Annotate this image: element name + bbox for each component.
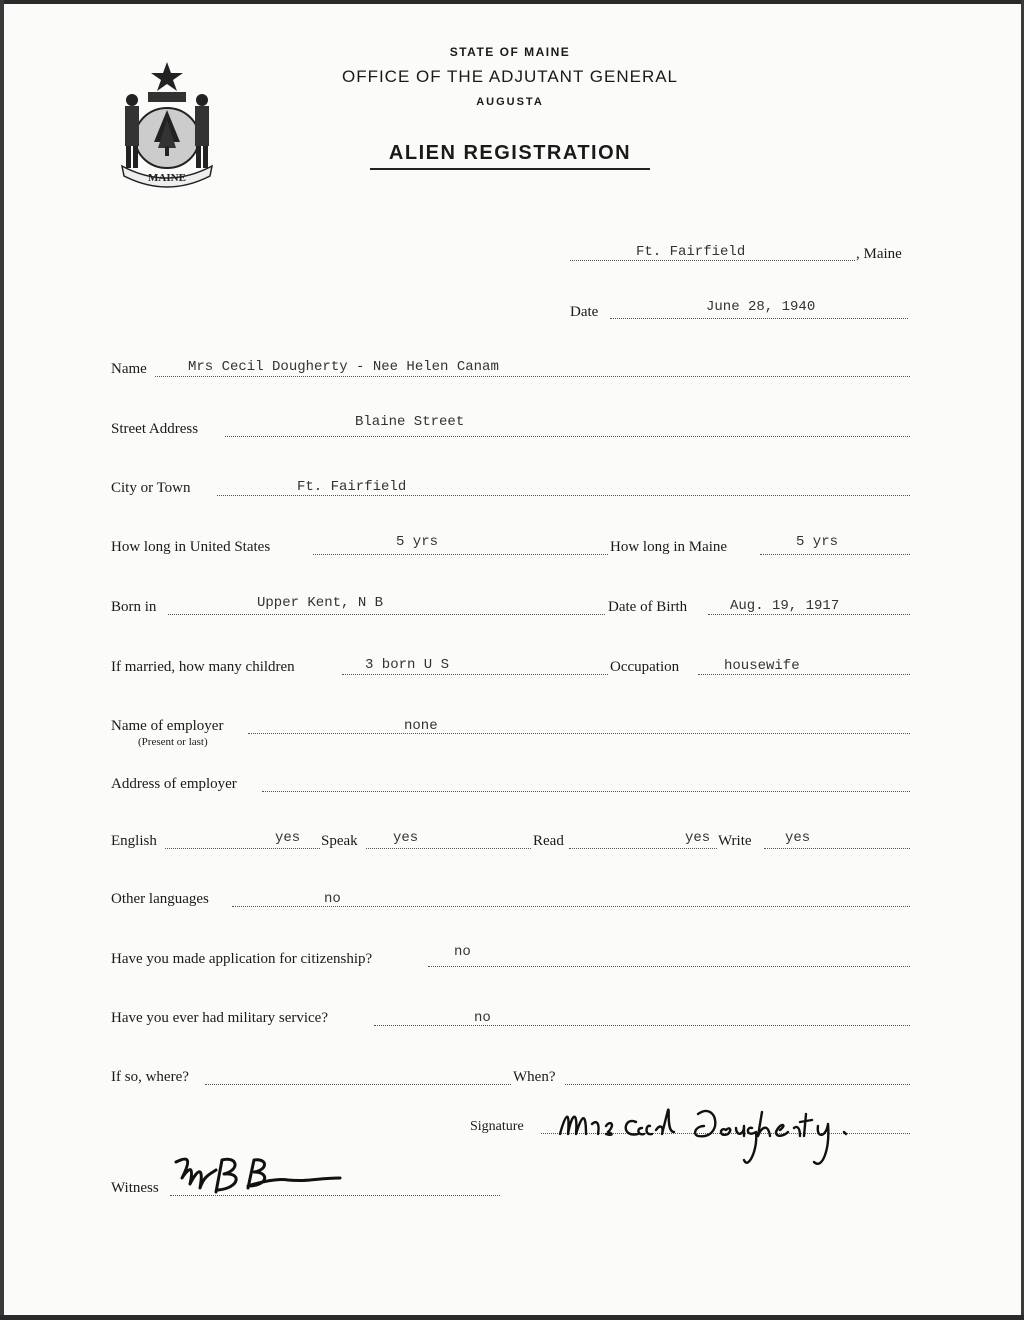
witness-initials bbox=[168, 1148, 348, 1208]
children-label: If married, how many children bbox=[111, 659, 295, 675]
date-line bbox=[610, 318, 908, 319]
write-value: yes bbox=[785, 830, 811, 846]
citizenship-value: no bbox=[454, 944, 471, 960]
citizenship-line bbox=[428, 966, 910, 967]
speak-line bbox=[366, 848, 531, 849]
name-value: Mrs Cecil Dougherty - Nee Helen Canam bbox=[188, 359, 499, 375]
other-languages-value: no bbox=[324, 891, 341, 907]
write-line bbox=[764, 848, 910, 849]
how-long-maine-line bbox=[760, 554, 910, 555]
read-line bbox=[569, 848, 717, 849]
seal-banner-text: MAINE bbox=[148, 172, 186, 184]
name-label: Name bbox=[111, 361, 147, 377]
if-so-where-label: If so, where? bbox=[111, 1069, 189, 1085]
speak-value: yes bbox=[393, 830, 419, 846]
when-line bbox=[565, 1084, 910, 1085]
date-label: Date bbox=[570, 304, 599, 320]
street-label: Street Address bbox=[111, 421, 199, 437]
born-in-value: Upper Kent, N B bbox=[257, 595, 384, 611]
military-label: Have you ever had military service? bbox=[111, 1010, 328, 1026]
military-value: no bbox=[474, 1010, 491, 1026]
date-value: June 28, 1940 bbox=[706, 299, 816, 315]
where-line bbox=[205, 1084, 511, 1085]
other-languages-label: Other languages bbox=[111, 891, 209, 907]
maine-label: , Maine bbox=[856, 246, 902, 262]
city-label: City or Town bbox=[111, 480, 191, 496]
occupation-label: Occupation bbox=[610, 659, 680, 675]
town-value: Ft. Fairfield bbox=[636, 244, 746, 260]
when-label: When? bbox=[513, 1069, 556, 1085]
english-value: yes bbox=[275, 830, 301, 846]
dob-value: Aug. 19, 1917 bbox=[730, 598, 840, 614]
children-line bbox=[342, 674, 608, 675]
how-long-maine-label: How long in Maine bbox=[610, 539, 728, 555]
form-title: ALIEN REGISTRATION bbox=[370, 142, 650, 170]
citizenship-label: Have you made application for citizenship? bbox=[111, 951, 373, 967]
scan-border-left bbox=[0, 0, 4, 1320]
children-value: 3 born U S bbox=[365, 657, 450, 673]
how-long-maine-value: 5 yrs bbox=[796, 534, 839, 550]
employer-line bbox=[248, 733, 910, 734]
city-line bbox=[217, 495, 910, 496]
occupation-value: housewife bbox=[724, 658, 800, 674]
read-value: yes bbox=[685, 830, 711, 846]
street-line bbox=[225, 436, 910, 437]
scan-border-top bbox=[0, 0, 1024, 4]
english-line bbox=[165, 848, 320, 849]
how-long-us-line bbox=[313, 554, 608, 555]
witness-label: Witness bbox=[111, 1180, 159, 1196]
dob-label: Date of Birth bbox=[608, 599, 688, 615]
employer-address-label: Address of employer bbox=[111, 776, 237, 792]
born-in-line bbox=[168, 614, 605, 615]
english-label: English bbox=[111, 833, 157, 849]
header-city: AUGUSTA bbox=[476, 96, 544, 108]
maine-state-seal-icon bbox=[110, 58, 225, 190]
applicant-signature bbox=[548, 1090, 928, 1180]
signature-label: Signature bbox=[470, 1119, 524, 1134]
employer-address-line bbox=[262, 791, 910, 792]
read-label: Read bbox=[533, 833, 564, 849]
town-line bbox=[570, 260, 855, 261]
how-long-us-label: How long in United States bbox=[111, 539, 271, 555]
name-line bbox=[155, 376, 910, 377]
occupation-line bbox=[698, 674, 910, 675]
dob-line bbox=[708, 614, 910, 615]
employer-label: Name of employer bbox=[111, 718, 224, 734]
how-long-us-value: 5 yrs bbox=[396, 534, 439, 550]
street-value: Blaine Street bbox=[355, 414, 465, 430]
speak-label: Speak bbox=[321, 833, 358, 849]
born-in-label: Born in bbox=[111, 599, 157, 615]
employer-value: none bbox=[404, 718, 438, 734]
employer-note: (Present or last) bbox=[138, 736, 208, 748]
write-label: Write bbox=[718, 833, 752, 849]
header-state: STATE OF MAINE bbox=[449, 45, 571, 59]
scan-border-bottom bbox=[0, 1315, 1024, 1320]
header-office: OFFICE OF THE ADJUTANT GENERAL bbox=[341, 67, 679, 86]
military-line bbox=[374, 1025, 910, 1026]
city-value: Ft. Fairfield bbox=[297, 479, 407, 495]
